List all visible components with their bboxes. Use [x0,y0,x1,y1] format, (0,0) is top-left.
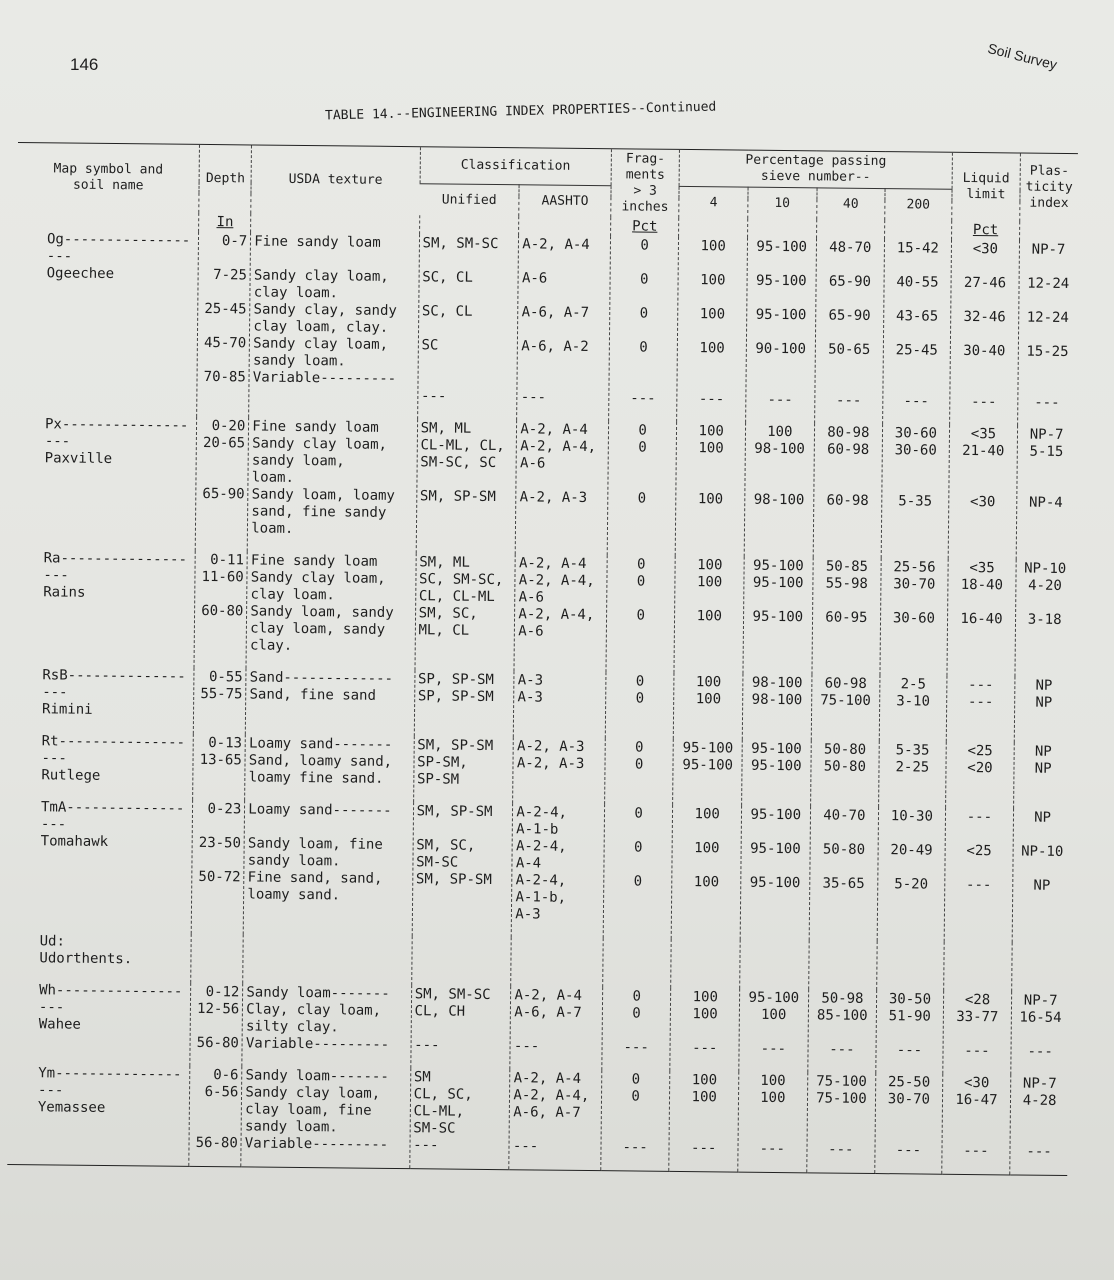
sieve-40-cell: 75-100 75-100 --- [806,1072,876,1173]
depth-cell: 0-7 7-25 25-45 45-70 70-85 [197,232,251,418]
sieve-40-cell [808,940,877,990]
units-liquid-limit: Pct [951,221,1020,241]
table-row [15,230,1077,426]
liquid-limit-cell: --- <25 --- [944,808,1014,943]
liquid-limit-cell [943,942,1012,992]
plasticity-index-cell: NP-7 12-24 12-24 15-25 --- [1018,240,1077,426]
table-row [13,549,1074,677]
plasticity-index-cell: NP NP-10 NP [1012,808,1071,943]
engineering-properties-table-wrap [7,142,1098,1176]
map-symbol-cell: Wh------------------ Wahee [38,982,183,1033]
fragments-cell: 0 0 --- [602,987,671,1071]
sieve-40-cell: 40-70 50-80 35-65 [809,806,879,941]
sieve-40-cell: 48-70 65-90 65-90 50-65 --- [814,238,885,424]
units-fragments: Pct [610,217,679,237]
unified-cell: SM CL, SC, CL-ML, SM-SC --- [409,1068,510,1170]
fragments-cell: 0 0 0 [606,555,676,673]
sieve-200-cell: 15-42 40-55 43-65 25-45 --- [883,239,951,425]
engineering-properties-table [7,142,1078,1176]
depth-cell: 0-11 11-60 60-80 [194,551,247,669]
table-row [12,666,1073,743]
unified-cell [411,936,511,986]
liquid-limit-cell: <35 21-40 <30 [948,425,1018,560]
texture-cell: Sandy loam------- Clay, clay loam, silty clay. Variable--------- [242,983,411,1068]
sieve-10-cell: 100 100 --- [738,1072,808,1173]
table-row [14,415,1075,560]
header-sieve-200: 200 [885,189,952,221]
unified-cell: SM, SP-SM SP-SM, SP-SM [413,736,513,803]
sieve-10-cell: 95-100 95-100 95-100 90-100 --- [746,238,817,424]
unified-cell: SM, ML SC, SM-SC, CL, CL-ML SM, SC, ML, CL [415,553,516,671]
texture-cell: Fine sandy loam Sandy clay loam, clay loam. Sandy loam, sandy clay loam, sandy clay. [246,551,416,670]
plasticity-index-cell: NP-7 5-15 NP-4 [1016,425,1075,560]
sieve-40-cell: 50-98 85-100 --- [807,989,876,1073]
map-symbol-cell: Rt------------------ Rutlege [41,733,186,784]
sieve-10-cell: 98-100 98-100 [742,674,811,741]
units-unified [419,215,519,235]
liquid-limit-cell: <35 18-40 16-40 [947,559,1017,677]
plasticity-index-cell: NP NP [1015,676,1073,743]
sieve-200-cell: 25-56 30-70 30-60 [880,558,948,676]
texture-cell: Fine sandy loam Sandy clay loam, sandy loam, loam. Sandy loam, loamy sand, fine sandy loam. [248,417,418,553]
sieve-4-cell: 95-100 95-100 [673,739,742,806]
sieve-10-cell: 95-100 95-100 95-100 [740,806,810,941]
sieve-40-cell: 80-98 60-98 60-98 [813,423,883,558]
texture-cell: Sand------------- Sand, fine sand [246,668,415,736]
sieve-4-cell: 100 100 --- [669,1071,739,1172]
header-unified: Unified [441,191,497,208]
aashto-cell [511,937,603,987]
texture-cell [243,934,412,985]
texture-cell: Loamy sand------- Sandy loam, fine sandy loam. Fine sand, sand, loamy sand. [244,800,414,936]
units-aashto [519,216,611,236]
sieve-200-cell [877,941,944,991]
units-s4 [679,218,748,238]
sieve-10-cell: 100 98-100 98-100 [744,423,814,558]
units-depth: In [199,213,251,233]
liquid-limit-cell: <30 27-46 32-46 30-40 --- [949,240,1020,426]
plasticity-index-cell: NP NP [1014,742,1072,809]
map-symbol-cell: Ra------------------ Rains [43,550,188,601]
fragments-cell: 0 0 [604,738,673,805]
texture-cell: Loamy sand------- Sand, loamy sand, loamy fine sand. [245,734,414,802]
sieve-200-cell: 25-50 30-70 --- [875,1073,943,1174]
header-classification: Classification [420,147,612,186]
table-body [7,211,1077,1176]
depth-cell: 0-23 23-50 50-72 [192,800,245,935]
header-aashto: AASHTO [519,185,611,217]
header-fragments: Frag- ments > 3 inches [611,149,680,218]
sieve-4-cell: 100 100 [674,673,743,740]
map-symbol-cell: RsB----------------- Rimini [41,667,186,718]
sieve-200-cell: 30-50 51-90 --- [876,990,943,1074]
sieve-4-cell: 100 100 100 100 --- [677,237,748,423]
aashto-cell: A-2, A-4 A-6 A-6, A-7 A-6, A-2 --- [517,235,610,421]
aashto-cell: A-2-4, A-1-b A-2-4, A-4 A-2-4, A-1-b, A-3 [512,803,605,938]
plasticity-index-cell: NP-7 4-28 --- [1010,1074,1068,1175]
sieve-40-cell: 50-85 55-98 60-95 [812,557,882,675]
sieve-200-cell: 2-5 3-10 [879,675,946,742]
header-depth: Depth [199,144,252,213]
sieve-4-cell: 100 100 --- [670,988,739,1072]
depth-cell: 0-13 13-65 [193,734,246,801]
fragments-cell: 0 0 --- [601,1070,671,1171]
plasticity-index-cell: NP-10 4-20 3-18 [1015,559,1073,677]
sieve-10-cell: 95-100 95-100 95-100 [743,557,813,675]
depth-cell: 0-12 12-56 56-80 [190,983,243,1067]
sieve-40-cell: 50-80 50-80 [810,740,879,807]
running-head: Soil Survey [986,40,1059,73]
fragments-cell: 0 0 0 [603,804,673,939]
units-s40 [816,219,885,239]
table-row [7,1064,1068,1176]
depth-cell [191,934,243,984]
sieve-200-cell: 10-30 20-49 5-20 [877,807,945,942]
header-plasticity-index: Plas- ticity index [1020,153,1078,222]
plasticity-index-cell [1012,942,1070,992]
plasticity-index-cell: NP-7 16-54 --- [1011,991,1069,1075]
aashto-cell: A-2, A-4 A-6, A-7 --- [510,986,602,1070]
sieve-200-cell: 5-35 2-25 [879,741,946,808]
table-row [11,732,1072,809]
table-row [8,981,1069,1075]
units-pi [1020,221,1077,241]
sieve-4-cell: 100 100 100 [674,556,744,674]
header-sieve-40: 40 [816,188,885,220]
page-number: 146 [70,55,99,74]
fragments-cell: 0 0 [605,672,674,739]
unified-cell: SP, SP-SM SP, SP-SM [414,670,514,737]
map-symbol-cell: Ud: Udorthents. [39,933,133,968]
units-s10 [748,219,817,239]
sieve-4-cell [671,939,740,989]
sieve-4-cell: 100 100 100 [672,805,742,940]
liquid-limit-cell: <30 16-47 --- [941,1074,1011,1175]
map-symbol-cell: Og------------------ Ogeechee [46,231,191,283]
header-sieve-4: 4 [679,186,748,218]
aashto-cell: A-2, A-4 A-2, A-4, A-6 A-2, A-4, A-6 [514,554,607,672]
map-symbol-cell: TmA----------------- Tomahawk [40,799,185,850]
texture-cell: Fine sandy loam Sandy clay loam, clay loam. Sandy clay, sandy clay loam, clay. Sandy clay loam, sandy loam. Variable--------- [249,232,419,419]
unified-cell: SM, SM-SC SC, CL SC, CL SC --- [417,234,519,420]
units-texture [251,213,420,234]
header-usda-texture: USDA texture [251,145,420,215]
unified-cell: SM, SP-SM SM, SC, SM-SC SM, SP-SM [412,802,513,937]
map-symbol-cell: Ym------------------ Yemassee [7,1064,190,1166]
unified-cell: SM, SM-SC CL, CH --- [410,985,511,1069]
liquid-limit-cell: <28 33-77 --- [942,991,1011,1075]
units-s200 [885,220,952,240]
depth-cell: 0-20 20-65 65-90 [196,417,249,552]
liquid-limit-cell: <25 <20 [945,742,1014,809]
texture-cell: Sandy loam------- Sandy clay loam, clay loam, fine sandy loam. Variable--------- [241,1066,410,1168]
units-map [17,211,199,232]
liquid-limit-cell: --- --- [946,676,1015,743]
sieve-10-cell: 95-100 100 --- [739,989,808,1073]
depth-cell: 0-55 55-75 [194,668,247,735]
aashto-cell: A-2, A-3 A-2, A-3 [513,737,605,804]
header-map-symbol: Map symbol and soil name [17,142,200,212]
fragments-cell [603,938,672,988]
header-liquid-limit: Liquid limit [951,152,1020,221]
unified-cell: SM, ML CL-ML, CL, SM-SC, SC SM, SP-SM [416,419,517,554]
sieve-200-cell: 30-60 30-60 5-35 [881,424,949,559]
table-row [10,798,1071,943]
aashto-cell: A-2, A-4 A-2, A-4, A-6, A-7 --- [509,1069,602,1170]
sieve-10-cell: 95-100 95-100 [742,740,811,807]
fragments-cell: 0 0 0 [607,421,677,556]
aashto-cell: A-3 A-3 [514,671,606,738]
sieve-4-cell: 100 100 100 [676,422,746,557]
header-sieve-10: 10 [748,187,817,219]
sieve-40-cell: 60-98 75-100 [811,674,880,741]
map-symbol-cell: Px------------------ Paxville [44,416,189,468]
depth-cell: 0-6 6-56 56-80 [189,1066,242,1167]
header-sieve-group: Percentage passing sieve number-- [679,149,952,189]
table-title: TABLE 14.--ENGINEERING INDEX PROPERTIES--Continued [324,99,717,124]
sieve-10-cell [740,940,809,990]
aashto-cell: A-2, A-4 A-2, A-4, A-6 A-2, A-3 [516,420,609,555]
fragments-cell: 0 0 0 0 --- [608,236,679,422]
